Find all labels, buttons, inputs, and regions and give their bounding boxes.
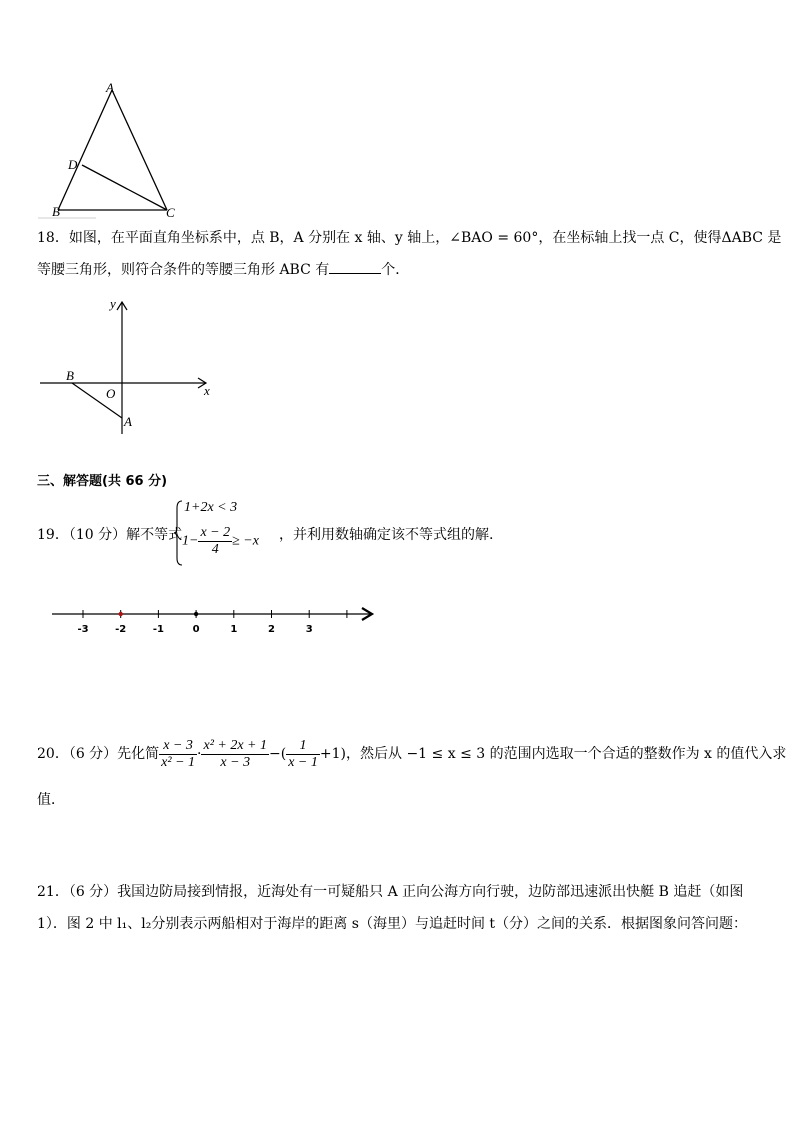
q20-line2: 值． [37,792,65,808]
label-d: D [68,157,78,172]
edge-ab [58,90,112,210]
tick-label: 2 [268,624,275,635]
q20-f2-num: x² + 2x + 1 [203,737,268,753]
q18-line2-text: 等腰三角形，则符合条件的等腰三角形 ABC 有 [37,262,330,278]
tick-label: 1 [230,624,238,635]
label-c: C [166,205,175,220]
ineq2-num: x − 2 [200,525,231,540]
label-y: y [110,296,116,311]
q20-f2-den: x − 3 [220,754,251,770]
q21-line1: 21．（6 分）我国边防局接到情报，近海处有一可疑船只 A 正向公海方向行驶，边防部迅速派出快艇 B 追赶（如图 [37,884,744,900]
ineq2-pre: 1− [182,533,199,549]
label-x: x [204,383,210,398]
q20-dot: · [197,746,202,762]
q20-f3-num: 1 [286,738,320,755]
q20-f3-den: x − 1 [288,754,318,770]
q20-minus: −( [269,746,287,762]
q19-suffix: ，并利用数轴确定该不等式组的解. [279,527,494,543]
ineq2-post: ≥ −x [232,533,259,549]
tick-label: -1 [152,624,164,635]
tick-label: -2 [115,624,127,635]
segment-dc [82,165,167,210]
ineq2-fraction [198,525,232,558]
tick-label: 3 [305,624,313,635]
number-line [40,600,380,640]
axes-figure [36,294,226,439]
q18-line2-tail: 个． [381,262,410,278]
q20-frac1 [159,738,197,771]
q18-line1: 18．如图，在平面直角坐标系中，点 B，A 分别在 x 轴、y 轴上，∠BAO = 60°，在坐标轴上找一点 C，使得ΔABC 是 [37,230,782,246]
q18-line2 [37,259,409,280]
q20-line1 [37,732,786,776]
section-title: 三、解答题(共 66 分) [37,474,168,489]
ineq2-den: 4 [211,542,219,557]
triangle-figure [36,78,186,223]
label-a2: A [124,414,132,429]
point-dot [119,612,123,616]
answer-blank [329,259,381,274]
tick-label: -3 [77,624,89,635]
q20-f1-den: x² − 1 [161,754,196,770]
q20-prefix: 20．（6 分）先化简 [37,746,160,762]
label-a: A [106,80,114,95]
label-b2: B [66,368,74,383]
edge-ac [112,90,167,210]
tick-label: 0 [192,624,200,635]
q21-line2: 1）．图 2 中 l₁、l₂分别表示两船相对于海岸的距离 s（海里）与追赶时间 t（分）之间的关系．根据图象问答问题： [37,916,748,932]
inequality-2 [182,525,259,558]
q19-prefix: 19．（10 分）解不等式 [37,527,183,543]
label-o: O [106,386,116,401]
label-b: B [52,204,60,219]
q20-frac2 [201,738,269,771]
point-dot [194,612,198,616]
q20-f1-num: x − 3 [159,738,197,755]
q20-suffix: ，然后从 −1 ≤ x ≤ 3 的范围内选取一个合适的整数作为 x 的值代入求 [346,746,787,762]
q20-plus1: +1) [319,746,346,762]
q19 [37,498,757,568]
q20-frac3 [286,738,320,771]
inequality-1: 1+2x < 3 [184,500,238,515]
